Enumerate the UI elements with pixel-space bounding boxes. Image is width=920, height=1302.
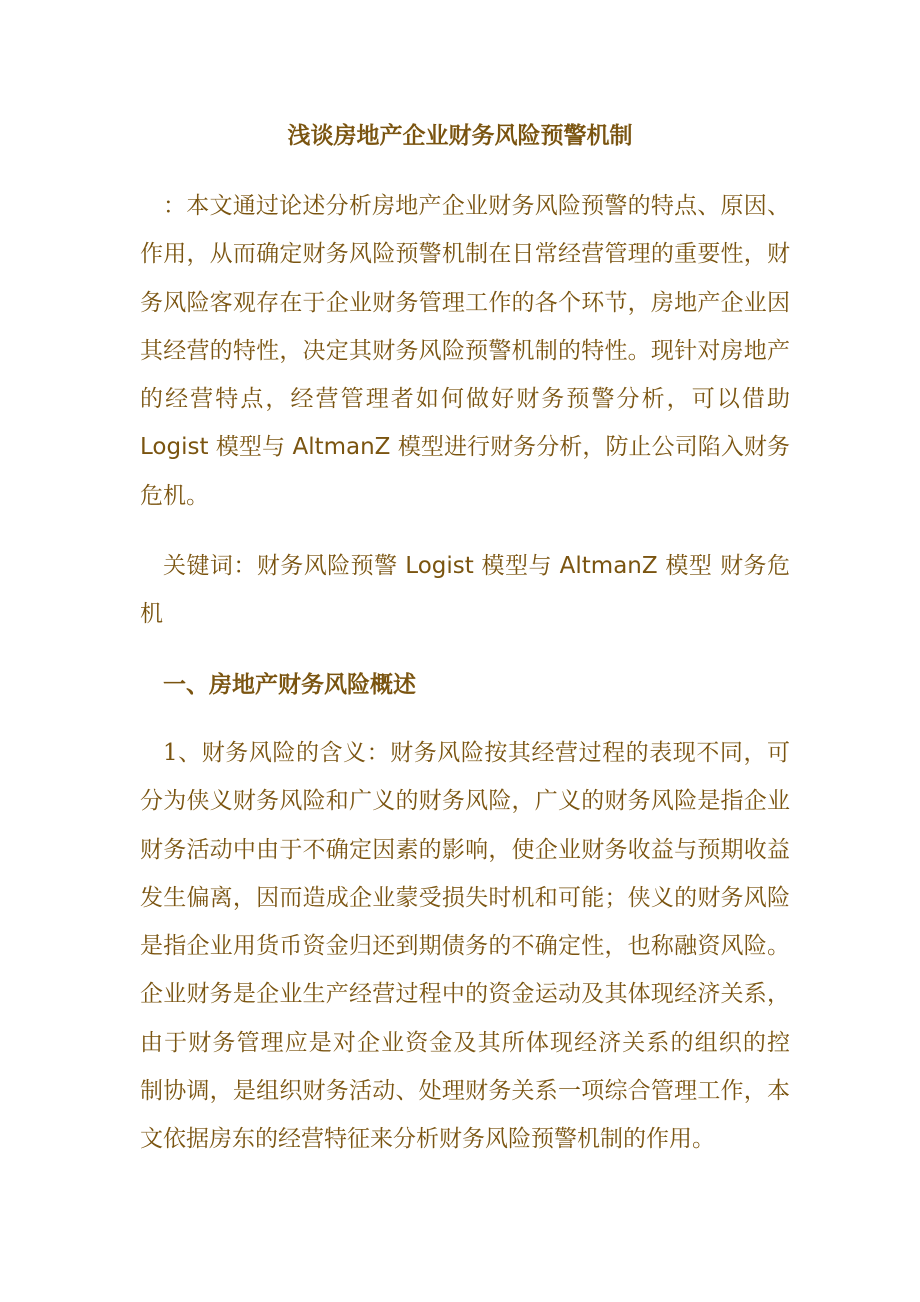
- body-line: 文依据房东的经营特征来分析财务风险预警机制的作用。: [140, 1126, 715, 1153]
- section-heading: 一、房地产财务风险概述: [163, 671, 416, 698]
- body-line: 1、财务风险的含义：财务风险按其经营过程的表现不同，可: [163, 740, 790, 766]
- abstract-line: 作用，从而确定财务风险预警机制在日常经营管理的重要性，财: [140, 241, 790, 268]
- keywords-line: 机: [140, 601, 163, 628]
- body-line: 由于财务管理应是对企业资金及其所体现经济关系的组织的控: [140, 1029, 790, 1056]
- abstract-line: 务风险客观存在于企业财务管理工作的各个环节，房地产企业因: [140, 289, 790, 316]
- body-line: 是指企业用货币资金归还到期债务的不确定性，也称融资风险。: [140, 933, 790, 960]
- abstract-line: 危机。: [140, 482, 209, 509]
- abstract-line: 其经营的特性，决定其财务风险预警机制的特性。现针对房地产: [140, 337, 790, 364]
- body-line: 发生偏离，因而造成企业蒙受损失时机和可能；侠义的财务风险: [140, 884, 790, 911]
- abstract-line: 的经营特点，经营管理者如何做好财务预警分析，可以借助: [140, 386, 790, 413]
- section-1-paragraph: [140, 729, 790, 1164]
- body-line: 分为侠义财务风险和广义的财务风险，广义的财务风险是指企业: [140, 788, 790, 815]
- abstract-line: Logist 模型与 AltmanZ 模型进行财务分析，防止公司陷入财务: [140, 434, 790, 461]
- keywords-paragraph: [140, 542, 790, 639]
- body-line: 财务活动中由于不确定因素的影响，使企业财务收益与预期收益: [140, 836, 790, 863]
- body-line: 企业财务是企业生产经营过程中的资金运动及其体现经济关系，: [140, 981, 790, 1008]
- abstract-paragraph: [140, 182, 790, 520]
- abstract-line: ：本文通过论述分析房地产企业财务风险预警的特点、原因、: [163, 193, 790, 219]
- keywords-line: 关键词：财务风险预警 Logist 模型与 AltmanZ 模型 财务危: [163, 553, 790, 579]
- body-line: 制协调，是组织财务活动、处理财务关系一项综合管理工作，本: [140, 1078, 790, 1105]
- document-title: 浅谈房地产企业财务风险预警机制: [287, 122, 633, 149]
